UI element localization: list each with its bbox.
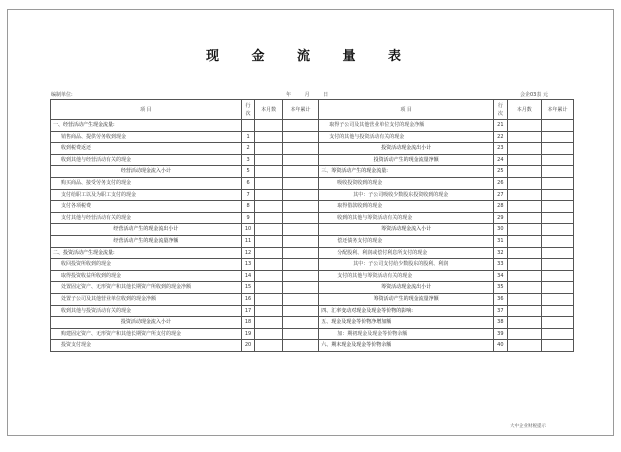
right-item-cell: 投资活动现金流出小计	[319, 143, 494, 155]
right-ytd-amount-cell[interactable]	[541, 328, 573, 340]
right-ytd-amount-cell[interactable]	[541, 143, 573, 155]
right-current-amount-cell[interactable]	[507, 293, 541, 305]
left-current-amount-cell[interactable]	[255, 154, 282, 166]
right-line-no-cell: 29	[494, 212, 508, 224]
left-item-cell: 处置固定资产、无形资产和其他长期资产所收到的现金净额	[51, 282, 242, 294]
right-ytd-amount-cell[interactable]	[541, 247, 573, 259]
left-item-cell: 收到其他与经营活动有关的现金	[51, 154, 242, 166]
left-current-amount-cell[interactable]	[255, 177, 282, 189]
table-row	[51, 270, 574, 282]
right-item-cell: 支付的其他与投资活动有关的现金	[319, 131, 494, 143]
left-item-cell: 收回投资所收到的现金	[51, 259, 242, 271]
right-item-cell: 其中：子公司支付给少数股东的股利、利润	[319, 259, 494, 271]
left-line-no-cell: 20	[241, 340, 255, 352]
right-item-cell: 筹资活动现金流出小计	[319, 282, 494, 294]
left-item-cell: 投资活动现金流入小计	[51, 317, 242, 329]
left-current-amount-cell[interactable]	[255, 282, 282, 294]
left-line-no-cell	[241, 120, 255, 132]
unit-label: 编制单位:	[51, 92, 73, 98]
left-ytd-amount-cell[interactable]	[282, 305, 319, 317]
table-row	[51, 131, 574, 143]
left-current-amount-cell[interactable]	[255, 212, 282, 224]
right-line-no-cell: 32	[494, 247, 508, 259]
left-line-no-cell: 8	[241, 201, 255, 213]
right-ytd-amount-cell[interactable]	[541, 212, 573, 224]
left-ytd-amount-cell[interactable]	[282, 259, 319, 271]
right-ytd-amount-cell[interactable]	[541, 305, 573, 317]
right-line-no-cell: 34	[494, 270, 508, 282]
left-line-no-cell: 14	[241, 270, 255, 282]
right-ytd-amount-cell[interactable]	[541, 224, 573, 236]
header-item: 项 目	[51, 100, 242, 120]
left-line-no-cell: 10	[241, 224, 255, 236]
left-item-cell: 经营活动产生的现金流出小计	[51, 224, 242, 236]
header-current-right: 本月数	[507, 100, 541, 120]
table-row	[51, 293, 574, 305]
table-row	[51, 247, 574, 259]
right-ytd-amount-cell[interactable]	[541, 259, 573, 271]
right-line-no-cell: 35	[494, 282, 508, 294]
left-line-no-cell: 3	[241, 154, 255, 166]
left-ytd-amount-cell[interactable]	[282, 189, 319, 201]
right-item-cell: 四、汇率变动对现金及现金等价物的影响:	[319, 305, 494, 317]
left-line-no-cell: 12	[241, 247, 255, 259]
left-line-no-cell: 1	[241, 131, 255, 143]
right-current-amount-cell[interactable]	[507, 328, 541, 340]
left-item-cell: 购建固定资产、无形资产和其他长期资产所支付的现金	[51, 328, 242, 340]
right-ytd-amount-cell[interactable]	[541, 293, 573, 305]
left-current-amount-cell[interactable]	[255, 328, 282, 340]
left-line-no-cell: 7	[241, 189, 255, 201]
table-row	[51, 305, 574, 317]
left-ytd-amount-cell[interactable]	[282, 282, 319, 294]
left-item-cell: 处置子公司及其他营业单位收到的现金净额	[51, 293, 242, 305]
right-item-cell: 收到的其他与筹资活动有关的现金	[319, 212, 494, 224]
left-current-amount-cell[interactable]	[255, 293, 282, 305]
left-line-no-cell: 9	[241, 212, 255, 224]
left-ytd-amount-cell[interactable]	[282, 166, 319, 178]
right-line-no-cell: 26	[494, 177, 508, 189]
right-item-cell: 三、筹资活动产生的现金流量:	[319, 166, 494, 178]
table-row	[51, 143, 574, 155]
right-ytd-amount-cell[interactable]	[541, 235, 573, 247]
left-item-cell: 经营活动现金流入小计	[51, 166, 242, 178]
left-current-amount-cell[interactable]	[255, 235, 282, 247]
right-ytd-amount-cell[interactable]	[541, 166, 573, 178]
left-line-no-cell: 17	[241, 305, 255, 317]
header-line-right: 行次	[494, 100, 508, 120]
header-item-right: 项 目	[319, 100, 494, 120]
left-current-amount-cell[interactable]	[255, 317, 282, 329]
right-line-no-cell: 36	[494, 293, 508, 305]
left-ytd-amount-cell[interactable]	[282, 340, 319, 352]
left-ytd-amount-cell[interactable]	[282, 131, 319, 143]
table-row	[51, 328, 574, 340]
left-item-cell: 支付各项税费	[51, 201, 242, 213]
left-item-cell: 支付给职工以及为职工支付的现金	[51, 189, 242, 201]
right-ytd-amount-cell[interactable]	[541, 340, 573, 352]
table-row	[51, 120, 574, 132]
right-current-amount-cell[interactable]	[507, 166, 541, 178]
right-ytd-amount-cell[interactable]	[541, 201, 573, 213]
right-current-amount-cell[interactable]	[507, 224, 541, 236]
left-ytd-amount-cell[interactable]	[282, 224, 319, 236]
left-ytd-amount-cell[interactable]	[282, 270, 319, 282]
table-row	[51, 212, 574, 224]
left-current-amount-cell[interactable]	[255, 201, 282, 213]
header-ytd: 本年累计	[282, 100, 319, 120]
right-line-no-cell: 23	[494, 143, 508, 155]
right-current-amount-cell[interactable]	[507, 201, 541, 213]
table-header-row	[51, 100, 574, 120]
cash-flow-table	[50, 99, 574, 352]
left-ytd-amount-cell[interactable]	[282, 235, 319, 247]
right-ytd-amount-cell[interactable]	[541, 317, 573, 329]
right-current-amount-cell[interactable]	[507, 189, 541, 201]
left-current-amount-cell[interactable]	[255, 131, 282, 143]
left-ytd-amount-cell[interactable]	[282, 120, 319, 132]
right-ytd-amount-cell[interactable]	[541, 270, 573, 282]
left-current-amount-cell[interactable]	[255, 305, 282, 317]
right-line-no-cell: 33	[494, 259, 508, 271]
right-item-cell: 分配股利、利润或偿付利息所支付的现金	[319, 247, 494, 259]
left-current-amount-cell[interactable]	[255, 120, 282, 132]
header-line: 行次	[241, 100, 255, 120]
right-ytd-amount-cell[interactable]	[541, 282, 573, 294]
left-ytd-amount-cell[interactable]	[282, 201, 319, 213]
left-ytd-amount-cell[interactable]	[282, 143, 319, 155]
right-line-no-cell: 24	[494, 154, 508, 166]
right-item-cell: 其中：子公司吸收少数股东投资收到的现金	[319, 189, 494, 201]
table-row	[51, 224, 574, 236]
left-line-no-cell: 13	[241, 259, 255, 271]
right-ytd-amount-cell[interactable]	[541, 189, 573, 201]
table-row	[51, 235, 574, 247]
left-line-no-cell: 15	[241, 282, 255, 294]
right-item-cell: 筹资活动产生的现金流量净额	[319, 293, 494, 305]
right-current-amount-cell[interactable]	[507, 282, 541, 294]
right-line-no-cell: 37	[494, 305, 508, 317]
table-row	[51, 340, 574, 352]
left-current-amount-cell[interactable]	[255, 259, 282, 271]
left-current-amount-cell[interactable]	[255, 166, 282, 178]
left-line-no-cell: 11	[241, 235, 255, 247]
right-line-no-cell: 39	[494, 328, 508, 340]
left-current-amount-cell[interactable]	[255, 189, 282, 201]
left-line-no-cell: 19	[241, 328, 255, 340]
right-item-cell: 取得子公司及其他营业单位支付的现金净额	[319, 120, 494, 132]
left-current-amount-cell[interactable]	[255, 143, 282, 155]
right-line-no-cell: 22	[494, 131, 508, 143]
left-item-cell: 二、投资活动产生现金流量:	[51, 247, 242, 259]
left-ytd-amount-cell[interactable]	[282, 247, 319, 259]
table-row	[51, 177, 574, 189]
table-row	[51, 189, 574, 201]
right-ytd-amount-cell[interactable]	[541, 131, 573, 143]
left-item-cell: 取得投资收益所收到的现金	[51, 270, 242, 282]
right-ytd-amount-cell[interactable]	[541, 177, 573, 189]
right-current-amount-cell[interactable]	[507, 143, 541, 155]
right-item-cell: 五、现金及现金等价物净增加额	[319, 317, 494, 329]
right-current-amount-cell[interactable]	[507, 305, 541, 317]
left-ytd-amount-cell[interactable]	[282, 317, 319, 329]
left-ytd-amount-cell[interactable]	[282, 293, 319, 305]
right-item-cell: 六、期末现金及现金等价物余额	[319, 340, 494, 352]
left-line-no-cell: 6	[241, 177, 255, 189]
right-current-amount-cell[interactable]	[507, 131, 541, 143]
table-row	[51, 259, 574, 271]
left-item-cell: 经营活动产生的现金流量净额	[51, 235, 242, 247]
left-line-no-cell: 16	[241, 293, 255, 305]
right-current-amount-cell[interactable]	[507, 177, 541, 189]
left-item-cell: 投资支付现金	[51, 340, 242, 352]
right-current-amount-cell[interactable]	[507, 120, 541, 132]
left-item-cell: 一、经营活动产生现金流量:	[51, 120, 242, 132]
table-row	[51, 201, 574, 213]
right-line-no-cell: 28	[494, 201, 508, 213]
right-line-no-cell: 31	[494, 235, 508, 247]
left-item-cell: 支付其他与经营活动有关的现金	[51, 212, 242, 224]
right-item-cell: 支付的其他与筹资活动有关的现金	[319, 270, 494, 282]
right-item-cell: 偿还债务支付的现金	[319, 235, 494, 247]
left-ytd-amount-cell[interactable]	[282, 154, 319, 166]
footnote: 大中企业财税提示	[510, 424, 546, 429]
right-line-no-cell: 30	[494, 224, 508, 236]
left-item-cell: 销售商品、提供劳务收到现金	[51, 131, 242, 143]
left-ytd-amount-cell[interactable]	[282, 212, 319, 224]
right-item-cell: 筹资活动现金流入小计	[319, 224, 494, 236]
right-current-amount-cell[interactable]	[507, 259, 541, 271]
left-line-no-cell: 2	[241, 143, 255, 155]
right-current-amount-cell[interactable]	[507, 317, 541, 329]
left-current-amount-cell[interactable]	[255, 224, 282, 236]
header-current: 本月数	[255, 100, 282, 120]
right-line-no-cell: 38	[494, 317, 508, 329]
left-current-amount-cell[interactable]	[255, 247, 282, 259]
table-row	[51, 154, 574, 166]
date-label: 年 月 日	[286, 92, 335, 98]
table-row	[51, 166, 574, 178]
right-current-amount-cell[interactable]	[507, 235, 541, 247]
left-current-amount-cell[interactable]	[255, 270, 282, 282]
right-line-no-cell: 27	[494, 189, 508, 201]
right-current-amount-cell[interactable]	[507, 247, 541, 259]
page-title: 现 金 流 量 表	[205, 49, 416, 64]
right-ytd-amount-cell[interactable]	[541, 154, 573, 166]
table-row	[51, 282, 574, 294]
left-ytd-amount-cell[interactable]	[282, 328, 319, 340]
right-current-amount-cell[interactable]	[507, 154, 541, 166]
right-current-amount-cell[interactable]	[507, 340, 541, 352]
right-current-amount-cell[interactable]	[507, 270, 541, 282]
right-line-no-cell: 40	[494, 340, 508, 352]
right-line-no-cell: 21	[494, 120, 508, 132]
header-ytd-right: 本年累计	[541, 100, 573, 120]
left-line-no-cell: 18	[241, 317, 255, 329]
left-item-cell: 收到税费返还	[51, 143, 242, 155]
left-item-cell: 收到其他与投资活动有关的现金	[51, 305, 242, 317]
right-current-amount-cell[interactable]	[507, 212, 541, 224]
right-item-cell: 取得借款收到的现金	[319, 201, 494, 213]
left-ytd-amount-cell[interactable]	[282, 177, 319, 189]
form-label: 会企03表 元	[520, 92, 548, 98]
right-item-cell: 投资活动产生的现金流量净额	[319, 154, 494, 166]
left-item-cell: 购买商品、接受劳务支付的现金	[51, 177, 242, 189]
right-item-cell: 加：期初现金及现金等价物余额	[319, 328, 494, 340]
right-line-no-cell: 25	[494, 166, 508, 178]
table-row	[51, 317, 574, 329]
right-item-cell: 吸收投资收到的现金	[319, 177, 494, 189]
right-ytd-amount-cell[interactable]	[541, 120, 573, 132]
left-current-amount-cell[interactable]	[255, 340, 282, 352]
left-line-no-cell: 5	[241, 166, 255, 178]
